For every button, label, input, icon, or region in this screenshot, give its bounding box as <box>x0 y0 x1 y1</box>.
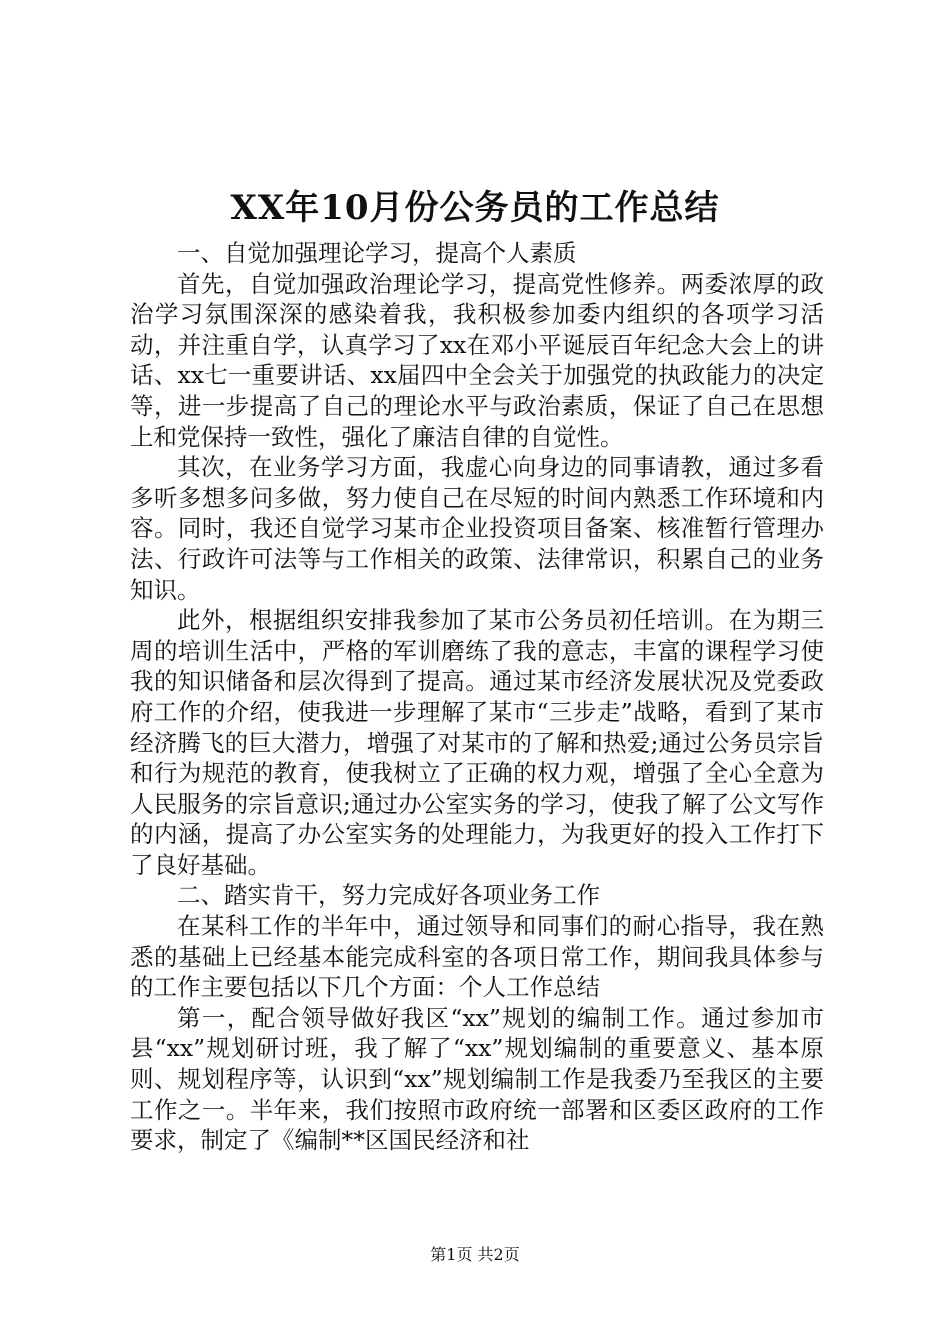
section-heading-2: 二、踏实肯干，努力完成好各项业务工作 <box>177 881 600 910</box>
paragraph: 第一，配合领导做好我区“xx”规划的编制工作。通过参加市县“xx”规划研讨班，我了解了“xx”规划编制的重要意义、基本原则、规划程序等，认识到“xx”规划编制工作是我委乃至我区的主要工作之一。半年来，我们按照市政府统一部署和区委区政府的工作要求，制定了《编制**区国民经济和社 <box>130 1003 824 1155</box>
document-body <box>130 238 824 1156</box>
paragraph: 在某科工作的半年中，通过领导和同事们的耐心指导，我在熟悉的基础上已经基本能完成科室的各项日常工作，期间我具体参与的工作主要包括以下几个方面：个人工作总结 <box>130 912 824 1002</box>
section-heading-1: 一、自觉加强理论学习，提高个人素质 <box>177 239 577 267</box>
document-title: XX年10月份公务员的工作总结 <box>230 188 720 228</box>
paragraph: 其次，在业务学习方面，我虚心向身边的同事请教，通过多看多听多想多问多做，努力使自己在尽短的时间内熟悉工作环境和内容。同时，我还自觉学习某市企业投资项目备案、核准暂行管理办法、行政许可法等与工作相关的政策、法律常识，积累自己的业务知识。 <box>130 453 824 604</box>
paragraph: 此外，根据组织安排我参加了某市公务员初任培训。在为期三周的培训生活中，严格的军训磨练了我的意志，丰富的课程学习使我的知识储备和层次得到了提高。通过某市经济发展状况及党委政府工作的介绍，使我进一步理解了某市“三步走”战略，看到了某市经济腾飞的巨大潜力，增强了对某市的了解和热爱;通过公务员宗旨和行为规范的教育，使我树立了正确的权力观，增强了全心全意为人民服务的宗旨意识;通过办公室实务的学习，使我了解了公文写作的内涵，提高了办公室实务的处理能力，为我更好的投入工作打下了良好基础。 <box>130 606 824 879</box>
page-footer: 第1页 共2页 <box>430 1245 520 1264</box>
paragraph: 首先，自觉加强政治理论学习，提高党性修养。两委浓厚的政治学习氛围深深的感染着我，我积极参加委内组织的各项学习活动，并注重自学，认真学习了xx在邓小平诞辰百年纪念大会上的讲话、xx七一重要讲话、xx届四中全会关于加强党的执政能力的决定等，进一步提高了自己的理论水平与政治素质，保证了自己在思想上和党保持一致性，强化了廉洁自律的自觉性。 <box>130 269 824 451</box>
